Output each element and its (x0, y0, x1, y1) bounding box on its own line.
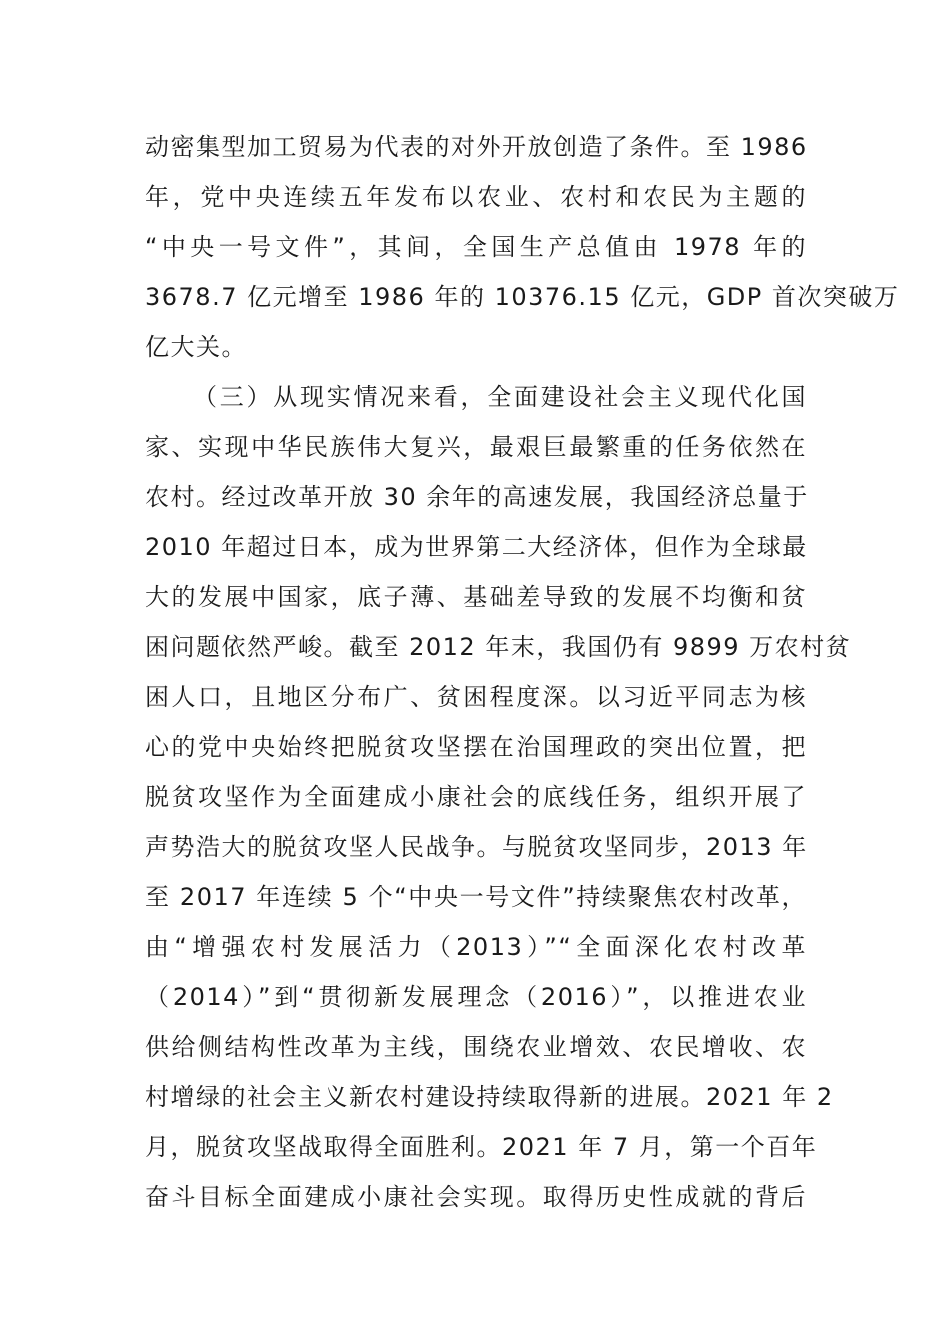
paragraph-2-line-6: 困问题依然严峻。截至 2012 年末，我国仍有 9899 万农村贫 (145, 633, 852, 661)
paragraph-2-line-3: 农村。经过改革开放 30 余年的高速发展，我国经济总量于 (145, 483, 809, 511)
paragraph-2-line-13: （2014）”到“贯彻新发展理念（2016）”，以推进农业 (145, 983, 807, 1011)
paragraph-1-line-1: 动密集型加工贸易为代表的对外开放创造了条件。至 1986 (145, 133, 808, 161)
paragraph-2-line-8: 心的党中央始终把脱贫攻坚摆在治国理政的突出位置，把 (145, 733, 807, 761)
paragraph-1-line-5: 亿大关。 (145, 333, 247, 361)
paragraph-2-line-9: 脱贫攻坚作为全面建成小康社会的底线任务，组织开展了 (145, 783, 807, 811)
paragraph-2-line-12: 由“增强农村发展活力（2013）”“全面深化农村改革 (145, 933, 807, 961)
paragraph-2-line-17: 奋斗目标全面建成小康社会实现。取得历史性成就的背后 (145, 1183, 807, 1211)
paragraph-2-line-2: 家、实现中华民族伟大复兴，最艰巨最繁重的任务依然在 (145, 433, 807, 461)
paragraph-1-line-3: “中央一号文件”，其间，全国生产总值由 1978 年的 (145, 233, 807, 261)
paragraph-2-line-1: （三）从现实情况来看，全面建设社会主义现代化国 (193, 383, 807, 411)
paragraph-1-line-2: 年，党中央连续五年发布以农业、农村和农民为主题的 (145, 183, 807, 211)
paragraph-2-line-15: 村增绿的社会主义新农村建设持续取得新的进展。2021 年 2 (145, 1083, 834, 1111)
paragraph-2-line-7: 困人口，且地区分布广、贫困程度深。以习近平同志为核 (145, 683, 807, 711)
paragraph-2-line-10: 声势浩大的脱贫攻坚人民战争。与脱贫攻坚同步，2013 年 (145, 833, 808, 861)
paragraph-2-line-14: 供给侧结构性改革为主线，围绕农业增效、农民增收、农 (145, 1033, 807, 1061)
paragraph-2-line-16: 月，脱贫攻坚战取得全面胜利。2021 年 7 月，第一个百年 (145, 1133, 818, 1161)
paragraph-2-line-11: 至 2017 年连续 5 个“中央一号文件”持续聚焦农村改革， (145, 883, 807, 911)
paragraph-2-line-4: 2010 年超过日本，成为世界第二大经济体，但作为全球最 (145, 533, 808, 561)
paragraph-1-line-4: 3678.7 亿元增至 1986 年的 10376.15 亿元，GDP 首次突破万 (145, 283, 900, 311)
paragraph-2-line-5: 大的发展中国家，底子薄、基础差导致的发展不均衡和贫 (145, 583, 807, 611)
